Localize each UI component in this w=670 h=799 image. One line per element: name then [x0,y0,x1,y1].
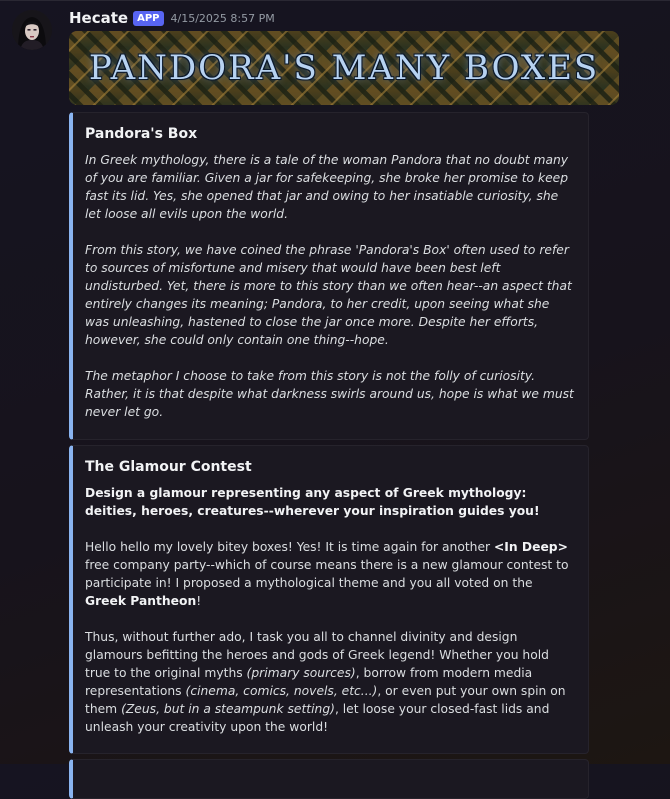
bold-text: Greek Pantheon [85,594,197,608]
author-avatar[interactable] [12,10,52,50]
author-name[interactable]: Hecate [69,9,129,27]
banner-title: PANDORA'S MANY BOXES [88,48,600,88]
italic-text: (Zeus, but in a steampunk setting) [121,702,335,716]
embed-pandoras-box [69,112,589,440]
italic-text: (cinema, comics, novels, etc...) [185,684,378,698]
message-timestamp: 4/15/2025 8:57 PM [170,11,275,25]
text: , borrow from modern media representations [85,666,533,698]
text: , or even put your own spin on them [85,684,566,716]
text: ! [196,594,202,608]
avatar-image [12,10,52,50]
text: , let loose your closed-fast lids and unleash your creativity upon the world! [85,702,550,734]
embed-title: The Glamour Contest [85,459,252,475]
contest-intro: Design a glamour representing any aspect of Greek mythology: deities, heroes, creatures--wherever your inspiration guides you! [85,486,540,518]
paragraph: In Greek mythology, there is a tale of the woman Pandora that no doubt many of you are familiar. Given a jar for safekeeping, she broke her promise to keep fast its lid. Yes, she opened that jar and owing to her insatiable curiosity, she let loose all evils upon the world. [85,153,569,221]
message-header [69,8,275,28]
text: free company party--which of course means there is a new glamour contest to participate in! I proposed a mythological theme and you all voted on the [85,558,569,590]
text: Hello hello my lovely bitey boxes! Yes! It is time again for another [85,540,494,554]
paragraph: From this story, we have coined the phrase 'Pandora's Box' often used to refer to sources of misfortune and misery that would have been best left undisturbed. Yet, there is more to this story than we often hear--an aspect that entirely changes its meaning; Pandora, to her credit, upon seeing what she was unleashing, hastened to close the jar once more. Despite her efforts, however, she could only contain one thing--hope. [85,243,572,347]
embed-description [85,151,574,421]
italic-text: (primary sources) [246,666,356,680]
paragraph [85,628,574,736]
embed-next [69,759,589,799]
banner-image[interactable] [69,31,619,105]
text: Thus, without further ado, I task you all to channel divinity and design glamours befitting the heroes and gods of Greek legend! Whether you hold true to the original myths [85,630,549,680]
embed-glamour-contest [69,445,589,754]
bold-text: <In Deep> [494,540,568,554]
embed-title: Pandora's Box [85,126,198,142]
paragraph: The metaphor I choose to take from this story is not the folly of curiosity. Rather, it is that despite what darkness swirls around us, hope is what we must never let go. [85,369,574,419]
top-divider [0,0,670,1]
embed-description [85,484,574,736]
paragraph [85,538,574,610]
app-badge: APP [133,11,163,26]
